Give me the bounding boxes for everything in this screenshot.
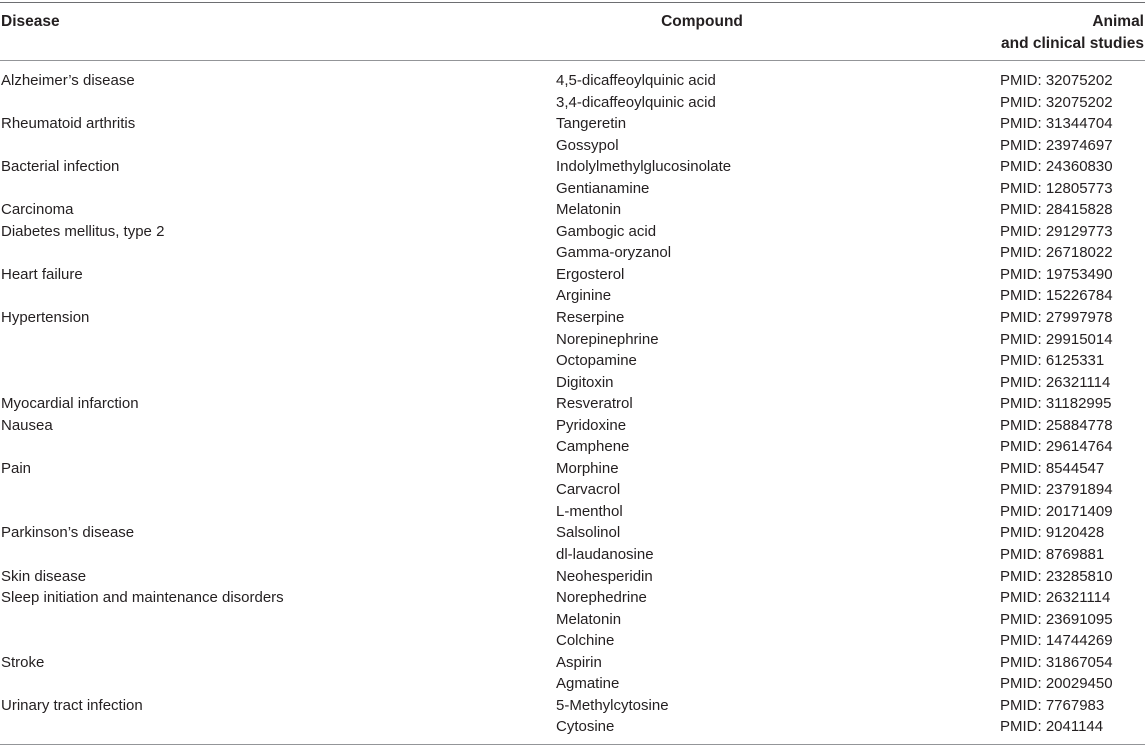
- table-row: [0, 70, 1145, 92]
- cell-disease: [0, 329, 556, 351]
- table-row: [0, 199, 1145, 221]
- cell-pmid: PMID: 29614764: [1000, 438, 1113, 456]
- cell-compound: Carvacrol: [556, 481, 621, 499]
- table-row: [0, 264, 1145, 286]
- cell-compound: Gamma-oryzanol: [556, 244, 672, 262]
- cell-pmid: PMID: 26718022: [1000, 244, 1113, 262]
- cell-compound: Neohesperidin: [556, 567, 653, 585]
- table-row: [0, 415, 1145, 437]
- cell-pmid: PMID: 20171409: [1000, 502, 1113, 520]
- cell-disease: [0, 135, 556, 157]
- table-row: [0, 566, 1145, 588]
- cell-pmid: PMID: 29129773: [1000, 222, 1113, 240]
- table-row: [0, 652, 1145, 674]
- table-row: [0, 716, 1145, 738]
- cell-disease: [0, 501, 556, 523]
- cell-compound: Resveratrol: [556, 395, 633, 413]
- cell-compound: Octopamine: [556, 352, 637, 370]
- cell-pmid: PMID: 9120428: [1000, 524, 1105, 542]
- cell-disease: Nausea: [1, 416, 53, 434]
- cell-compound: Colchine: [556, 632, 615, 650]
- cell-compound: Pyridoxine: [556, 416, 627, 434]
- cell-compound: Melatonin: [556, 201, 622, 219]
- cell-disease: Hypertension: [1, 309, 90, 327]
- table-row: [0, 501, 1145, 523]
- cell-compound: Gambogic acid: [556, 222, 657, 240]
- table-row: [0, 436, 1145, 458]
- cell-pmid: PMID: 32075202: [1000, 93, 1113, 111]
- cell-disease: [0, 479, 556, 501]
- cell-pmid: PMID: 23791894: [1000, 481, 1113, 499]
- cell-disease: [0, 178, 556, 200]
- cell-compound: Digitoxin: [556, 373, 614, 391]
- table-row: [0, 135, 1145, 157]
- cell-compound: Morphine: [556, 459, 619, 477]
- table-row: [0, 587, 1145, 609]
- cell-pmid: PMID: 7767983: [1000, 696, 1105, 714]
- cell-pmid: PMID: 12805773: [1000, 179, 1113, 197]
- table-row: [0, 393, 1145, 415]
- cell-compound: Reserpine: [556, 309, 625, 327]
- cell-pmid: PMID: 2041144: [1000, 718, 1104, 736]
- cell-pmid: PMID: 8544547: [1000, 459, 1105, 477]
- cell-disease: Sleep initiation and maintenance disorders: [1, 589, 284, 607]
- table-row: [0, 630, 1145, 652]
- cell-pmid: PMID: 31182995: [1000, 395, 1112, 413]
- table-row: [0, 458, 1145, 480]
- cell-disease: Urinary tract infection: [1, 696, 143, 714]
- cell-compound: Salsolinol: [556, 524, 621, 542]
- cell-pmid: PMID: 27997978: [1000, 309, 1113, 327]
- table-row: [0, 242, 1145, 264]
- table-row: [0, 178, 1145, 200]
- cell-disease: Diabetes mellitus, type 2: [1, 222, 165, 240]
- table-row: [0, 479, 1145, 501]
- cell-disease: Pain: [1, 459, 32, 477]
- cell-compound: Tangeretin: [556, 115, 627, 133]
- table-row: [0, 522, 1145, 544]
- table-row: [0, 609, 1145, 631]
- cell-disease: [0, 92, 556, 114]
- cell-compound: Agmatine: [556, 675, 620, 693]
- cell-disease: Myocardial infarction: [1, 395, 139, 413]
- table-row: [0, 285, 1145, 307]
- cell-pmid: PMID: 23285810: [1000, 567, 1113, 585]
- cell-pmid: PMID: 19753490: [1000, 265, 1113, 283]
- cell-pmid: PMID: 31344704: [1000, 115, 1113, 133]
- cell-disease: [0, 673, 556, 695]
- cell-disease: [0, 544, 556, 566]
- cell-compound: 4,5-dicaffeoylquinic acid: [556, 72, 716, 89]
- table-row: [0, 156, 1145, 178]
- cell-disease: [0, 609, 556, 631]
- cell-compound: Ergosterol: [556, 265, 625, 283]
- cell-disease: [0, 630, 556, 652]
- cell-compound: Gentianamine: [556, 179, 650, 197]
- cell-pmid: PMID: 29915014: [1000, 330, 1113, 348]
- cell-disease: [0, 436, 556, 458]
- cell-disease: Heart failure: [1, 265, 83, 283]
- table-row: [0, 695, 1145, 717]
- table-row: [0, 673, 1145, 695]
- cell-compound: L-menthol: [556, 502, 623, 520]
- table-row: [0, 350, 1145, 372]
- cell-pmid: PMID: 20029450: [1000, 675, 1113, 693]
- cell-disease: [0, 285, 556, 307]
- cell-disease: [0, 372, 556, 394]
- cell-disease: Bacterial infection: [1, 158, 120, 176]
- cell-disease: [0, 350, 556, 372]
- cell-disease: Carcinoma: [1, 201, 74, 219]
- cell-disease: [0, 242, 556, 264]
- table-row: [0, 544, 1145, 566]
- cell-pmid: PMID: 23974697: [1000, 136, 1113, 154]
- cell-disease: Parkinson’s disease: [1, 524, 135, 542]
- cell-pmid: PMID: 28415828: [1000, 201, 1113, 219]
- table-row: [0, 329, 1145, 351]
- cell-compound: Camphene: [556, 438, 630, 456]
- cell-pmid: PMID: 6125331: [1000, 352, 1105, 370]
- cell-pmid: PMID: 14744269: [1000, 632, 1113, 650]
- cell-compound: Melatonin: [556, 610, 622, 628]
- cell-compound: Gossypol: [556, 136, 619, 154]
- cell-pmid: PMID: 32075202: [1000, 72, 1113, 89]
- cell-compound: Norephedrine: [556, 589, 647, 607]
- cell-disease: Stroke: [1, 653, 45, 671]
- table-body: [0, 61, 1145, 744]
- table-header-row: [0, 3, 1145, 60]
- header-disease: Disease: [1, 13, 60, 30]
- cell-disease: Alzheimer’s disease: [1, 72, 135, 89]
- cell-pmid: PMID: 26321114: [1000, 373, 1111, 391]
- cell-pmid: PMID: 15226784: [1000, 287, 1113, 305]
- cell-disease: Skin disease: [1, 567, 87, 585]
- cell-disease: [0, 716, 556, 738]
- cell-pmid: PMID: 23691095: [1000, 610, 1113, 628]
- header-compound: Compound: [661, 13, 743, 30]
- header-studies-line1: Animal: [1092, 13, 1144, 30]
- cell-disease: Rheumatoid arthritis: [1, 115, 136, 133]
- cell-pmid: PMID: 26321114: [1000, 589, 1111, 607]
- cell-compound: 3,4-dicaffeoylquinic acid: [556, 93, 716, 111]
- cell-compound: dl-laudanosine: [556, 546, 654, 564]
- table-row: [0, 307, 1145, 329]
- cell-pmid: PMID: 31867054: [1000, 653, 1113, 671]
- header-studies-line2: and clinical studies: [1001, 35, 1144, 52]
- cell-compound: 5-Methylcytosine: [556, 696, 669, 714]
- cell-compound: Aspirin: [556, 653, 602, 671]
- cell-compound: Cytosine: [556, 718, 615, 736]
- table-row: [0, 113, 1145, 135]
- cell-compound: Norepinephrine: [556, 330, 659, 348]
- cell-pmid: PMID: 24360830: [1000, 158, 1113, 176]
- cell-compound: Indolylmethylglucosinolate: [556, 158, 732, 176]
- cell-compound: Arginine: [556, 287, 612, 305]
- table-row: [0, 221, 1145, 243]
- cell-pmid: PMID: 25884778: [1000, 416, 1113, 434]
- cell-pmid: PMID: 8769881: [1000, 546, 1105, 564]
- table-row: [0, 92, 1145, 114]
- header-studies: [998, 3, 1145, 60]
- table-row: [0, 372, 1145, 394]
